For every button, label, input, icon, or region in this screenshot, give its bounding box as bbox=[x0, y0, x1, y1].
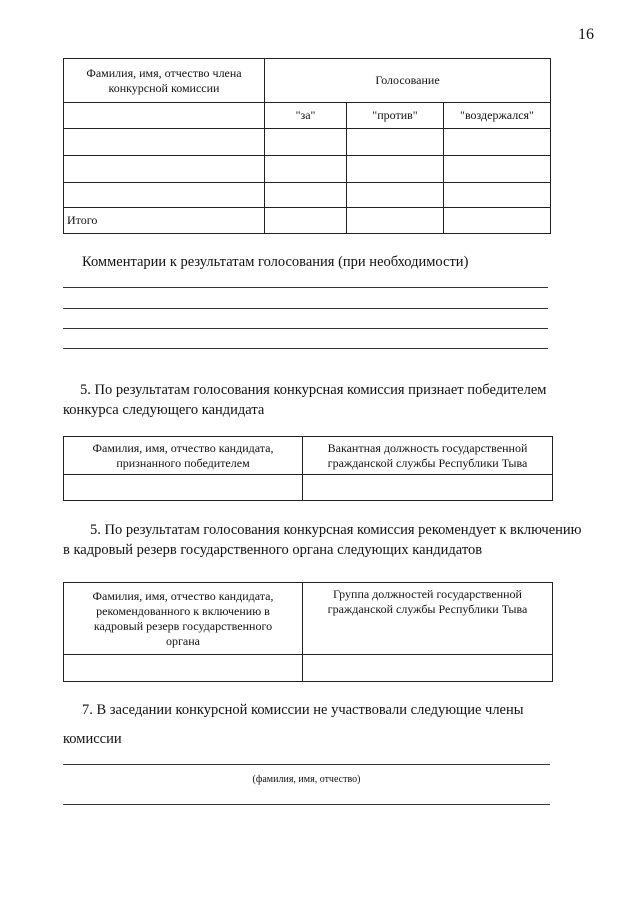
voting-header-against: "против" bbox=[347, 103, 444, 129]
voting-table bbox=[63, 58, 551, 234]
voting-header-name: Фамилия, имя, отчество члена конкурсной комиссии bbox=[64, 59, 265, 103]
comment-line bbox=[63, 348, 548, 349]
page-number: 16 bbox=[578, 26, 594, 43]
voting-cell bbox=[64, 103, 265, 129]
table-row bbox=[64, 129, 551, 156]
table-row bbox=[64, 183, 551, 208]
reserve-section-text: 5. По результатам голосования конкурсная комиссия рекомендует к включению в кадровый резерв государственного органа следующих кандидатов bbox=[63, 522, 582, 558]
voting-header-abstain: "воздержался" bbox=[444, 103, 551, 129]
comment-line bbox=[63, 328, 548, 329]
comment-line bbox=[63, 308, 548, 309]
comment-line bbox=[63, 287, 548, 288]
winner-table bbox=[63, 436, 553, 501]
absent-members-line bbox=[63, 764, 550, 765]
table-row bbox=[64, 655, 553, 682]
absent-section-text-continued: комиссии bbox=[63, 731, 122, 747]
reserve-header-group: Группа должностей государственной гражданской службы Республики Тыва bbox=[303, 583, 553, 655]
table-row bbox=[64, 156, 551, 183]
voting-total-label: Итого bbox=[64, 208, 265, 234]
table-row bbox=[64, 475, 553, 501]
absent-members-caption: (фамилия, имя, отчество) bbox=[252, 774, 361, 785]
winner-header-position: Вакантная должность государственной гражданской службы Республики Тыва bbox=[303, 437, 553, 475]
reserve-table bbox=[63, 582, 553, 682]
comments-label: Комментарии к результатам голосования (при необходимости) bbox=[82, 254, 469, 270]
winner-section-text: 5. По результатам голосования конкурсная комиссия признает победителем конкурса следующего кандидата bbox=[63, 382, 547, 418]
voting-header-title: Голосование bbox=[265, 59, 551, 103]
absent-section-text: 7. В заседании конкурсной комиссии не участвовали следующие члены bbox=[82, 702, 524, 718]
reserve-header-name: Фамилия, имя, отчество кандидата, рекомендованного к включению в кадровый резерв государственного органа bbox=[64, 583, 303, 655]
absent-members-line bbox=[63, 804, 550, 805]
winner-header-name: Фамилия, имя, отчество кандидата, признанного победителем bbox=[64, 437, 303, 475]
voting-header-for: "за" bbox=[265, 103, 347, 129]
